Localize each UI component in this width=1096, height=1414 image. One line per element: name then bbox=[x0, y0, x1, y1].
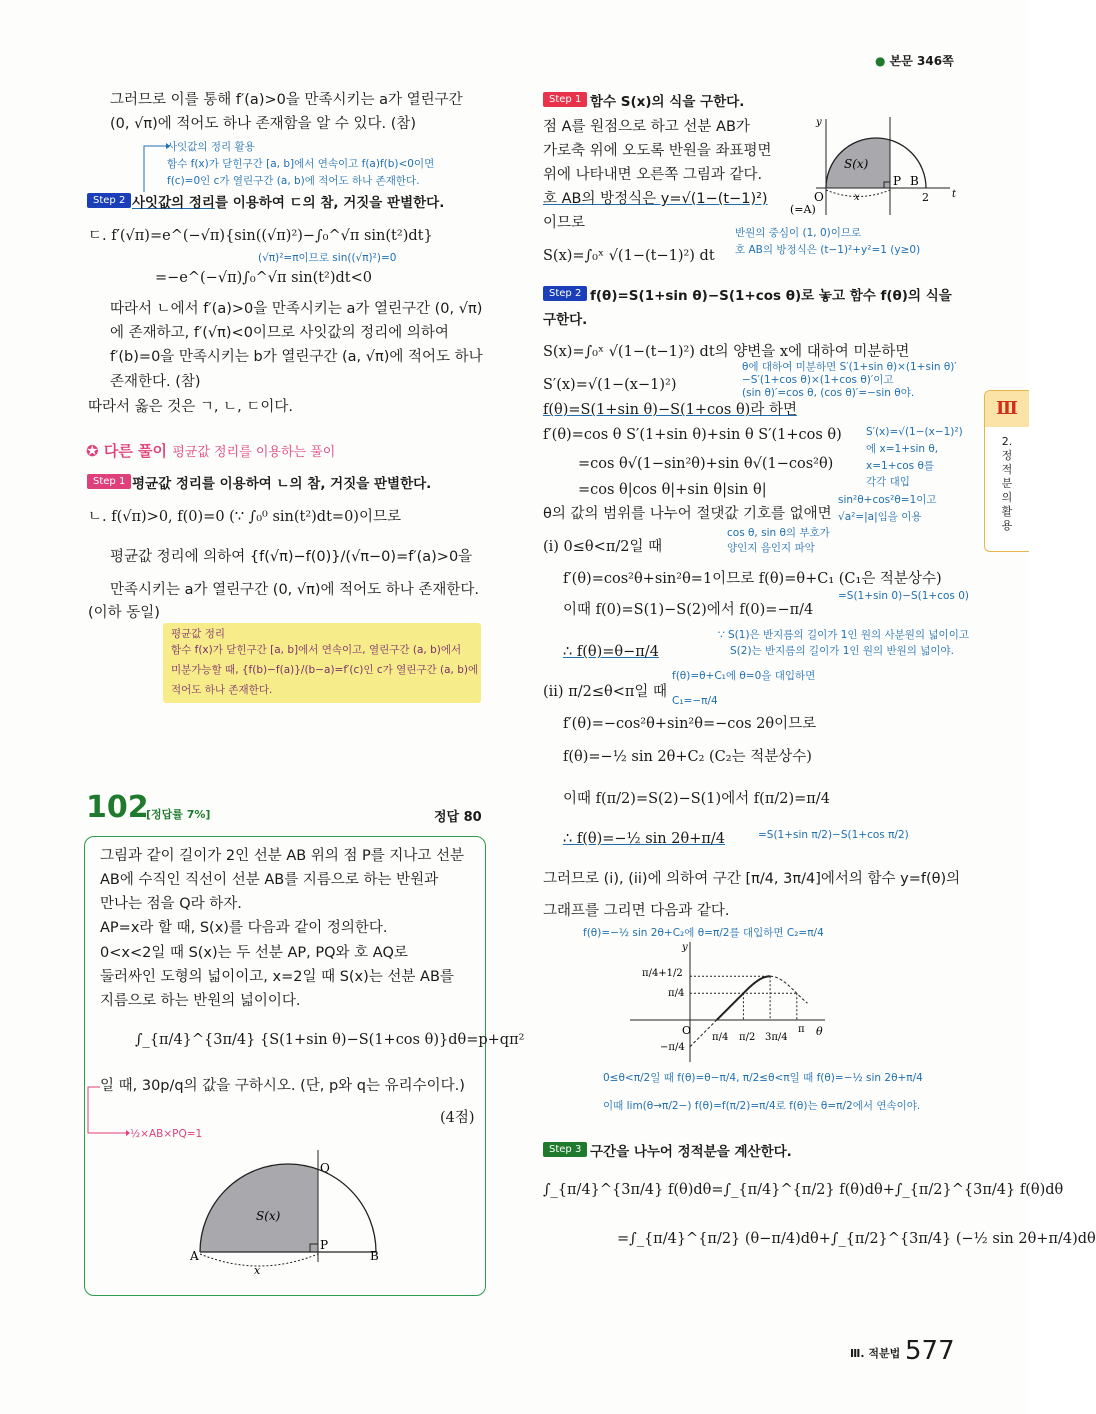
math-line: f(θ)=−½ sin 2θ+C₂ (C₂는 적분상수) bbox=[563, 749, 812, 765]
note-line: 함수 f(x)가 닫힌구간 [a, b]에서 연속이고 f(a)f(b)<0이면 bbox=[167, 158, 435, 170]
alt-solution-subtitle: 평균값 정리를 이용하는 풀이 bbox=[172, 445, 336, 460]
text-line: f′(b)=0을 만족시키는 b가 열린구간 (a, √π)에 적어도 하나 bbox=[110, 349, 483, 365]
text-line: 그러므로 이를 통해 f′(a)>0을 만족시키는 a가 열린구간 bbox=[110, 92, 463, 108]
note-line: θ에 대하여 미분하면 S′(1+sin θ)×(1+sin θ)′ bbox=[742, 361, 957, 373]
note-line: f(θ)=θ+C₁에 θ=0을 대입하면 bbox=[672, 670, 816, 682]
axis-theta-label: θ bbox=[816, 1025, 823, 1038]
math-line: ∴ f(θ)=−½ sin 2θ+π/4 bbox=[563, 831, 725, 847]
problem-line: AB에 수직인 직선이 선분 AB를 지름으로 하는 반원과 bbox=[100, 872, 439, 888]
y-tick-max: π/4+1/2 bbox=[642, 968, 683, 979]
x-tick: 3π/4 bbox=[765, 1032, 788, 1043]
step-text: 평균값 정리를 이용하여 ㄴ의 참, 거짓을 판별한다. bbox=[132, 476, 432, 492]
label-x: x bbox=[254, 1264, 261, 1277]
problem-line: 지름으로 하는 반원의 넓이이다. bbox=[100, 993, 301, 1009]
star-icon: ✪ bbox=[86, 442, 99, 460]
function-graph bbox=[590, 940, 850, 1065]
text-line: 그래프를 그리면 다음과 같다. bbox=[543, 903, 730, 919]
note-line: 에 x=1+sin θ, bbox=[866, 443, 939, 455]
text-line: (0, √π)에 적어도 하나 존재함을 알 수 있다. (참) bbox=[110, 116, 417, 132]
origin-label: O bbox=[814, 190, 824, 204]
section-label: 2.정적분의활용 bbox=[1001, 435, 1013, 532]
chapter-tab[interactable] bbox=[984, 390, 1029, 552]
label-x: x bbox=[854, 192, 860, 203]
label-p: P bbox=[893, 174, 902, 188]
step-text: f(θ)=S(1+sin θ)−S(1+cos θ)로 놓고 함수 f(θ)의 식을 bbox=[590, 288, 952, 304]
problem-line: 둘러싸인 도형의 넓이이고, x=2일 때 S(x)는 선분 AB를 bbox=[100, 969, 454, 985]
step-text-underlined: 사잇값의 정리 bbox=[132, 195, 215, 211]
math-line: 이때 f(π/2)=S(2)−S(1)에서 f(π/2)=π/4 bbox=[563, 791, 830, 807]
note-line: ½×AB×PQ=1 bbox=[130, 1128, 203, 1140]
step-badge: Step 1 bbox=[87, 474, 131, 489]
axis-t-label: t bbox=[952, 189, 957, 200]
text-line: 따라서 ㄴ에서 f′(a)>0을 만족시키는 a가 열린구간 (0, √π) bbox=[110, 301, 483, 317]
x-tick: π/4 bbox=[712, 1032, 729, 1043]
math-line: f′(θ)=cos θ S′(1+sin θ)+sin θ S′(1+cos θ) bbox=[543, 427, 842, 443]
note-line: √a²=|a|임을 이용 bbox=[838, 511, 922, 523]
math-line: =cos θ√(1−sin²θ)+sin θ√(1−cos²θ) bbox=[578, 456, 834, 472]
math-line: (i) 0≤θ<π/2일 때 bbox=[543, 539, 663, 555]
note-line: (sin θ)′=cos θ, (cos θ)′=−sin θ야. bbox=[742, 387, 915, 399]
math-line: f′(θ)=cos²θ+sin²θ=1이므로 f(θ)=θ+C₁ (C₁은 적분상수) bbox=[563, 571, 942, 587]
text-line: (이하 동일) bbox=[88, 605, 160, 621]
math-line: ㄷ. f′(√π)=e^(−√π){sin((√π)²)−∫₀^√π sin(t²)dt} bbox=[88, 228, 433, 244]
alt-solution-title: 다른 풀이 bbox=[103, 442, 167, 460]
y-tick: π/4 bbox=[668, 988, 685, 999]
math-line: =−e^(−√π)∫₀^√π sin(t²)dt<0 bbox=[155, 270, 373, 286]
text-line: 따라서 옳은 것은 ㄱ, ㄴ, ㄷ이다. bbox=[88, 399, 293, 415]
label-a: A bbox=[190, 1249, 199, 1263]
theorem-line: 미분가능할 때, {f(b)−f(a)}/(b−a)=f′(c)인 c가 열린구간 (a, b)에 bbox=[171, 664, 479, 676]
label-2: 2 bbox=[922, 191, 929, 204]
label-p: P bbox=[320, 1238, 329, 1252]
note-line: (√π)²=π이므로 sin((√π)²)=0 bbox=[258, 252, 397, 264]
note-line: cos θ, sin θ의 부호가 bbox=[727, 527, 830, 539]
label-b: B bbox=[910, 174, 919, 188]
chapter-numeral: Ⅲ bbox=[985, 391, 1029, 427]
text-line: 만족시키는 a가 열린구간 (0, √π)에 적어도 하나 존재한다. bbox=[110, 582, 480, 598]
label-a: (=A) bbox=[790, 203, 816, 216]
note-line: S(2)는 반지름의 길이가 1인 원의 반원의 넓이야. bbox=[730, 645, 955, 657]
label-q: Q bbox=[320, 1161, 330, 1175]
text-line: 점 A를 원점으로 하고 선분 AB가 bbox=[543, 119, 750, 135]
note-line: f(c)=0인 c가 열린구간 (a, b)에 적어도 하나 존재한다. bbox=[167, 175, 420, 187]
note-line: 반원의 중심이 (1, 0)이므로 bbox=[735, 227, 862, 239]
theorem-box bbox=[163, 623, 481, 703]
x-tick: π/2 bbox=[739, 1032, 756, 1043]
origin-label: O bbox=[682, 1024, 692, 1037]
axis-y-label: y bbox=[682, 942, 688, 953]
text-line: 그러므로 (i), (ii)에 의하여 구간 [π/4, 3π/4]에서의 함수 y=f(θ)의 bbox=[543, 871, 961, 887]
step-text: 함수 S(x)의 식을 구한다. bbox=[590, 94, 745, 110]
math-line: =cos θ|cos θ|+sin θ|sin θ| bbox=[578, 482, 767, 498]
text-line: 이므로 bbox=[543, 215, 586, 231]
note-line: f(θ)=−½ sin 2θ+C₂에 θ=π/2를 대입하면 C₂=π/4 bbox=[583, 927, 824, 939]
step-badge: Step 1 bbox=[543, 92, 587, 107]
math-line: ㄴ. f(√π)>0, f(0)=0 (∵ ∫₀⁰ sin(t²)dt=0)이므로 bbox=[88, 509, 401, 525]
math-line: ∫_{π/4}^{3π/4} f(θ)dθ=∫_{π/4}^{π/2} f(θ)dθ+∫_{π/2}^{3π/4} f(θ)dθ bbox=[543, 1182, 1064, 1198]
note-line: −S′(1+cos θ)×(1+cos θ)′이고 bbox=[742, 374, 894, 386]
note-line: 양인지 음인지 파악 bbox=[727, 542, 815, 554]
note-arrow bbox=[86, 1085, 131, 1140]
theorem-line: 적어도 하나 존재한다. bbox=[171, 684, 273, 696]
note-line: S′(x)=√(1−(x−1)²) bbox=[866, 426, 963, 438]
problem-line: 0<x<2일 때 S(x)는 두 선분 AP, PQ와 호 AQ로 bbox=[100, 945, 408, 961]
text-line: θ의 값의 범위를 나누어 절댓값 기호를 없애면 bbox=[543, 506, 832, 522]
note-line: 호 AB의 방정식은 (t−1)²+y²=1 (y≥0) bbox=[735, 244, 921, 256]
math-line: S′(x)=√(1−(x−1)²) bbox=[543, 377, 677, 393]
problem-line: 그림과 같이 길이가 2인 선분 AB 위의 점 P를 지나고 선분 bbox=[100, 848, 465, 864]
problem-number: 102 bbox=[86, 790, 149, 825]
text-line: 호 AB의 방정식은 y=√(1−(t−1)²) bbox=[543, 191, 768, 207]
math-line: ∴ f(θ)=θ−π/4 bbox=[563, 644, 659, 660]
label-s: S(x) bbox=[844, 157, 869, 171]
note-line: =S(1+sin π/2)−S(1+cos π/2) bbox=[758, 829, 909, 841]
note-line: sin²θ+cos²θ=1이고 bbox=[838, 494, 937, 506]
math-line: 평균값 정리에 의하여 {f(√π)−f(0)}/(√π−0)=f′(a)>0을 bbox=[110, 549, 473, 565]
note-line: 0≤θ<π/2일 때 f(θ)=θ−π/4, π/2≤θ<π일 때 f(θ)=−½ sin 2θ+π/4 bbox=[603, 1072, 923, 1084]
note-line: 이때 lim(θ→π/2−) f(θ)=f(π/2)=π/4로 f(θ)는 θ=π/2에서 연속이야. bbox=[603, 1100, 921, 1112]
y-tick-negative: −π/4 bbox=[660, 1042, 685, 1053]
circle-icon: ● bbox=[875, 54, 886, 68]
problem-integral: ∫_{π/4}^{3π/4} {S(1+sin θ)−S(1+cos θ)}dθ=p+qπ² bbox=[135, 1032, 525, 1048]
step-text: 를 이용하여 ㄷ의 참, 거짓을 판별한다. bbox=[214, 195, 445, 211]
step-text: 구한다. bbox=[543, 312, 588, 328]
text-line: 에 존재하고, f′(√π)<0이므로 사잇값의 정리에 의하여 bbox=[110, 325, 449, 341]
math-line: (ii) π/2≤θ<π일 때 bbox=[543, 684, 668, 700]
text-line: 위에 나타내면 오른쪽 그림과 같다. bbox=[543, 167, 763, 183]
axis-y-label: y bbox=[816, 117, 822, 128]
note-title: 사잇값의 정리 활용 bbox=[167, 141, 255, 153]
math-line: S(x)=∫₀ˣ √(1−(t−1)²) dt bbox=[543, 248, 715, 264]
label-b: B bbox=[370, 1249, 379, 1263]
problem-points: (4점) bbox=[440, 1110, 475, 1126]
text-line: 가로축 위에 오도록 반원을 좌표평면 bbox=[543, 143, 772, 159]
step-badge: Step 2 bbox=[543, 286, 587, 301]
problem-question: 일 때, 30p/q의 값을 구하시오. (단, p와 q는 유리수이다.) bbox=[100, 1078, 465, 1094]
math-line: S(x)=∫₀ˣ √(1−(t−1)²) dt의 양변을 x에 대하여 미분하면 bbox=[543, 344, 910, 360]
theorem-title: 평균값 정리 bbox=[171, 628, 226, 640]
answer-label: 정답 80 bbox=[434, 810, 482, 825]
footer-chapter: Ⅲ. 적분법 bbox=[850, 1347, 901, 1360]
correct-rate: [정답률 7%] bbox=[146, 808, 211, 821]
math-line: =∫_{π/4}^{π/2} (θ−π/4)dθ+∫_{π/2}^{3π/4} (−½ sin 2θ+π/4)dθ bbox=[617, 1231, 1096, 1247]
problem-line: AP=x라 할 때, S(x)를 다음과 같이 정의한다. bbox=[100, 920, 388, 936]
math-line: f′(θ)=−cos²θ+sin²θ=−cos 2θ이므로 bbox=[563, 716, 817, 732]
math-line: 이때 f(0)=S(1)−S(2)에서 f(0)=−π/4 bbox=[563, 602, 814, 618]
reference-label bbox=[875, 52, 954, 69]
note-line: C₁=−π/4 bbox=[672, 695, 718, 707]
text-line: 존재한다. (참) bbox=[110, 374, 201, 390]
math-line: f(θ)=S(1+sin θ)−S(1+cos θ)라 하면 bbox=[543, 402, 797, 418]
page-number: 577 bbox=[905, 1336, 955, 1366]
coordinate-semicircle-figure bbox=[790, 115, 960, 220]
label-s: S(x) bbox=[256, 1209, 281, 1223]
note-line: 각각 대입 bbox=[866, 476, 910, 488]
step-text: 구간을 나누어 정적분을 계산한다. bbox=[590, 1144, 792, 1160]
step-badge: Step 3 bbox=[543, 1142, 587, 1157]
note-line: x=1+cos θ를 bbox=[866, 460, 935, 472]
semicircle-figure bbox=[190, 1150, 390, 1280]
note-line: ∵ S(1)은 반지름의 길이가 1인 원의 사분원의 넓이이고 bbox=[718, 629, 969, 641]
reference-text: 본문 346쪽 bbox=[889, 54, 954, 68]
note-arrow bbox=[140, 140, 170, 192]
note-line: =S(1+sin 0)−S(1+cos 0) bbox=[838, 590, 970, 602]
theorem-line: 함수 f(x)가 닫힌구간 [a, b]에서 연속이고, 열린구간 (a, b)에서 bbox=[171, 644, 462, 656]
step-badge: Step 2 bbox=[87, 193, 131, 208]
problem-line: 만나는 점을 Q라 하자. bbox=[100, 896, 242, 912]
x-tick: π bbox=[798, 1024, 805, 1035]
